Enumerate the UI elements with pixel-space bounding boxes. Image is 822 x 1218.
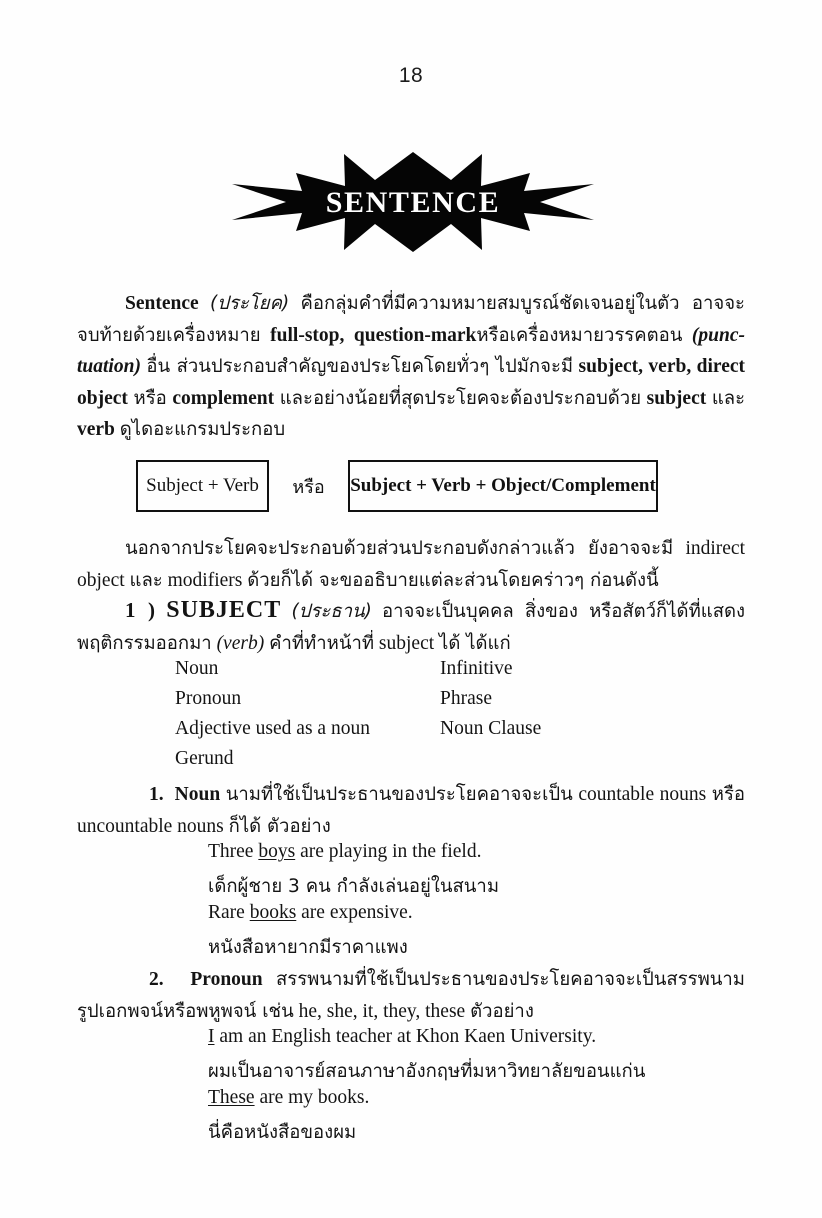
example-line-thai: นี่คือหนังสือของผม xyxy=(208,1121,357,1143)
example-line xyxy=(208,841,768,872)
example-pre: Rare xyxy=(208,902,250,923)
subject-type-right: Noun Clause xyxy=(440,718,542,739)
item-noun-number: 1. xyxy=(149,784,164,805)
intro-thai-7: และ xyxy=(711,387,746,409)
beyond-paragraph xyxy=(77,533,745,596)
intro-paragraph xyxy=(77,288,745,446)
intro-thai-5: หรือ xyxy=(133,387,167,409)
subject-italic-verb: (verb) xyxy=(216,632,265,654)
item-pronoun-number: 2. xyxy=(149,969,164,990)
intro-thai-4: อื่น ส่วนประกอบสำคัญของประโยคโดยทั่วๆ ไปมักจะมี xyxy=(146,356,574,377)
beyond-eng-3: modifiers xyxy=(167,569,243,591)
item-noun-eng-2: uncountable nouns xyxy=(77,815,224,837)
intro-paragraph-block xyxy=(77,288,745,446)
subject-thai-1: อาจจะเป็นบุคคล สิ่งของ หรือสัตว์ก็ได้ที่แสดง xyxy=(382,601,746,622)
example-pre: Three xyxy=(208,841,259,862)
sentence-banner xyxy=(232,146,594,258)
subject-section-number: 1 ) xyxy=(125,598,157,622)
subject-section-paragraph xyxy=(77,595,745,659)
intro-bolditalic-2: tuation) xyxy=(77,356,141,377)
subject-eng-1: subject xyxy=(378,632,435,654)
subject-type-right: Infinitive xyxy=(440,658,513,679)
beyond-thai-3: ด้วยก็ได้ จะขออธิบายแต่ละส่วนโดยคร่าวๆ ก่อนดังนี้ xyxy=(247,569,659,591)
example-post: am an English teacher at Khon Kaen University. xyxy=(214,1026,597,1047)
page-number: 18 xyxy=(398,64,424,87)
example-line-thai: หนังสือหายากมีราคาแพง xyxy=(208,936,408,958)
formula-box-subject-verb: Subject + Verb xyxy=(136,460,269,512)
item-pronoun-thai-1: สรรพนามที่ใช้เป็นประธานของประโยคอาจจะเป็นสรรพนาม xyxy=(276,969,746,990)
list-item xyxy=(175,688,595,718)
intro-thai-3: หรือเครื่องหมายวรรคตอน xyxy=(476,324,683,346)
item-noun-eng-1: countable nouns xyxy=(578,784,707,805)
beyond-thai-2: และ xyxy=(129,569,163,591)
example-line xyxy=(208,1026,768,1057)
example-post: are my books. xyxy=(254,1087,370,1108)
subject-types-list xyxy=(175,658,595,778)
intro-bold-6: verb xyxy=(77,419,115,440)
intro-thai-6: และอย่างน้อยที่สุดประโยคจะต้องประกอบด้วย xyxy=(279,387,642,409)
example-underlined: books xyxy=(249,902,297,923)
example-underlined: boys xyxy=(258,841,296,862)
formula-box-subject-verb-object: Subject + Verb + Object/Complement xyxy=(348,460,658,512)
example-underlined: I xyxy=(208,1026,215,1047)
list-item xyxy=(175,748,595,778)
example-post: are expensive. xyxy=(296,902,413,923)
sentence-formula-diagram xyxy=(136,460,658,512)
subject-thai-2: พฤติกรรมออกมา xyxy=(77,632,212,654)
intro-bolditalic-1: (punc- xyxy=(691,324,746,346)
item-noun-block xyxy=(77,779,745,842)
beyond-eng-1: indirect xyxy=(685,538,746,559)
example-line-thai: เด็กผู้ชาย 3 คน กำลังเล่นอยู่ในสนาม xyxy=(208,875,500,897)
item-pronoun-examples xyxy=(208,1026,768,1148)
intro-term: Sentence xyxy=(125,293,199,314)
item-pronoun-eng-1: he, she, it, they, these xyxy=(298,1000,466,1022)
subject-section-block xyxy=(77,595,745,659)
item-noun-thai-1: นามที่ใช้เป็นประธานของประโยคอาจจะเป็น xyxy=(225,784,573,805)
list-item xyxy=(175,718,595,748)
item-pronoun-block xyxy=(77,964,745,1027)
intro-bold-1: full-stop, question-mark xyxy=(270,324,477,346)
item-pronoun-paragraph xyxy=(77,964,745,1027)
item-noun-term: Noun xyxy=(174,784,221,805)
subject-type-left: Pronoun xyxy=(175,688,242,709)
example-line-thai: ผมเป็นอาจารย์สอนภาษาอังกฤษที่มหาวิทยาลัยขอนแก่น xyxy=(208,1060,646,1082)
intro-bold-5: subject xyxy=(646,387,707,409)
beyond-thai-1: นอกจากประโยคจะประกอบด้วยส่วนประกอบดังกล่าวแล้ว ยังอาจจะมี xyxy=(125,538,674,559)
item-pronoun-thai-3: ตัวอย่าง xyxy=(470,1000,534,1022)
subject-type-left: Gerund xyxy=(175,748,234,769)
example-underlined: These xyxy=(208,1087,255,1108)
example-line xyxy=(208,1087,768,1118)
intro-bold-3: direct object xyxy=(77,356,746,409)
intro-thai-2: จบท้ายด้วยเครื่องหมาย xyxy=(77,324,261,346)
intro-thai-8: ดูไดอะแกรมประกอบ xyxy=(119,419,286,440)
intro-bold-4: complement xyxy=(172,387,275,409)
intro-bold-2: subject, verb, xyxy=(578,356,692,377)
subject-thai-4: ได้ ได้แก่ xyxy=(439,632,511,654)
formula-connector-or: หรือ xyxy=(292,476,325,498)
subject-section-heading: SUBJECT xyxy=(166,597,282,623)
subject-type-left: Noun xyxy=(175,658,219,679)
subject-thai-gloss: (ประธาน) xyxy=(291,601,372,622)
item-pronoun-thai-2: รูปเอกพจน์หรือพหูพจน์ เช่น xyxy=(77,1000,294,1022)
intro-thai-gloss: (ประโยค) xyxy=(209,293,290,314)
subject-type-left: Adjective used as a noun xyxy=(175,718,370,739)
item-noun-thai-3: ก็ได้ ตัวอย่าง xyxy=(228,815,331,837)
example-line xyxy=(208,902,768,933)
beyond-eng-2: object xyxy=(77,569,125,591)
banner-title: SENTENCE xyxy=(325,186,501,219)
subject-type-right: Phrase xyxy=(440,688,492,709)
item-noun-examples xyxy=(208,841,768,963)
item-pronoun-term: Pronoun xyxy=(190,969,263,990)
beyond-paragraph-block xyxy=(77,533,745,596)
item-noun-paragraph xyxy=(77,779,745,842)
item-noun-thai-2: หรือ xyxy=(711,784,746,805)
subject-thai-3: คำที่ทำหน้าที่ xyxy=(269,632,375,654)
example-post: are playing in the field. xyxy=(295,841,482,862)
list-item xyxy=(175,658,595,688)
intro-thai-1: คือกลุ่มคำที่มีความหมายสมบูรณ์ชัดเจนอยู่ในตัว อาจจะ xyxy=(300,293,745,314)
